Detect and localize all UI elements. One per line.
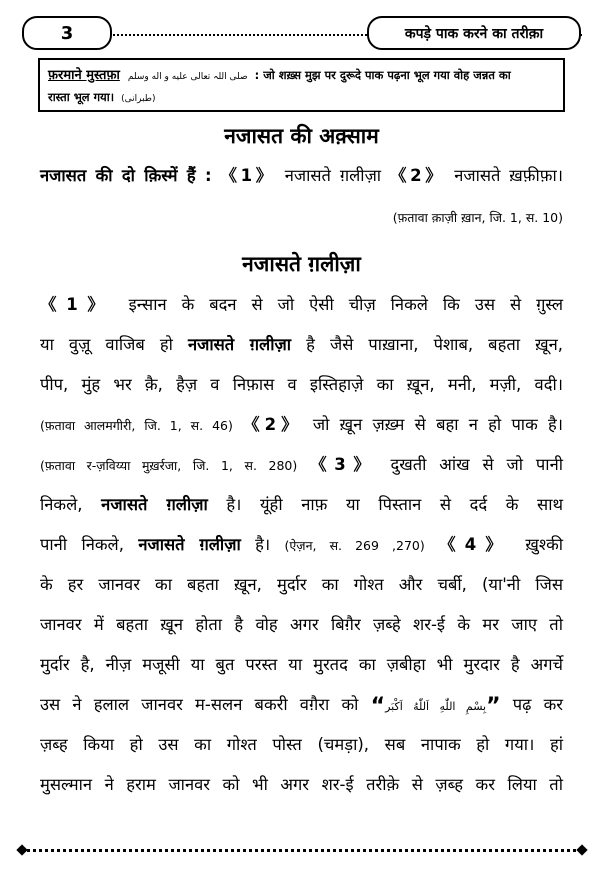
types-intro: नजासत की दो क़िस्में हैं : [40,166,212,185]
para-text: पीप, मुंह भर क़ै, हैज़ व निफ़ास व इस्तिहाज़े का ख़ून, मनी, मज़ी, वदी। [40,375,563,394]
page-number: 3 [60,22,74,44]
hadith-box [38,58,565,112]
rule-marker-2: 《2》 [243,415,303,434]
para-line-13 [40,773,563,797]
hadith-reference: (طبرانی) [121,94,156,104]
marker-1: 《1》 [220,166,276,185]
marker-2: 《2》 [389,166,446,185]
types-reference: (फ़तावा क़ाज़ी ख़ान, जि. 1, स. 10) [392,210,563,225]
para-text: ज़ब्ह किया हो उस का गोश्त पोस्त (चमड़ा), सब नापाक हो गया। हां [40,735,563,754]
hadith-text-1: : जो शख़्स मुझ पर दुरूदे पाक पढ़ना भूल गया वोह जन्नत का [254,68,511,82]
para-text: दुखती आंख से जो पानी [390,455,564,474]
hadith-salutation: صلی اللہ تعالی علیه و اله وسلم [127,72,248,82]
chapter-title-badge [367,16,581,50]
para-text: या वुज़ू वाजिब हो [40,335,173,354]
para-text: पढ़ कर [512,695,564,714]
type-2: नजासते ख़फ़ीफ़ा। [454,166,564,185]
para-text: ख़ुश्की [525,535,564,554]
rule-marker-3: 《3》 [310,455,378,474]
para-line-2 [40,333,563,357]
para-line-4 [40,413,563,438]
para-text: मुसल्मान ने हराम जानवर को भी अगर शर-ई तरीक़े से ज़ब्ह कर लिया तो [40,775,563,794]
para-text: है। [255,535,271,554]
para-text: इन्सान के बदन से जो ऐसी चीज़ निकले कि उस से ग़ुस्ल [128,295,564,314]
para-line-9 [40,613,563,637]
close-quote: ” [486,694,501,719]
para-line-5 [40,453,563,478]
para-text: पानी निकले, [40,535,124,554]
para-line-10 [40,653,563,677]
para-line-11 [40,693,563,719]
hadith-line-2 [48,87,555,109]
para-line-3 [40,373,563,397]
hadith-line-1 [48,65,555,87]
chapter-title: कपड़े पाक करने का तरीक़ा [404,25,544,42]
bold-term: नजासते ग़लीज़ा [187,335,292,354]
para-text: मुर्दार है, नीज़ मजूसी या बुत परस्त या मुरतद का ज़बीहा भी मुरदार है अगर्चे [40,655,563,674]
bold-term: नजासते ग़लीज़ा [101,495,208,514]
hadith-label: फ़रमाने मुस्तफ़ा [48,68,120,83]
para-text: उस ने हलाल जानवर म-सलन बकरी वग़ैरा को [40,695,359,714]
inline-reference: (फ़तावा आलमगीरी, जि. 1, स. 46) [40,418,233,433]
types-line [40,164,563,188]
bismillah-arabic: بِسْمِ اللّٰهِ اَللّٰهُ اَكْبَر [385,700,487,713]
para-text: जानवर में बहता ख़ून होता है वोह अगर बिग़ैर ज़ब्हे शर-ई के मर जाए तो [40,615,563,634]
para-line-1 [40,293,563,317]
para-text: है जैसे पाख़ाना, पेशाब, बहता ख़ून, [306,335,564,354]
rule-marker-1: 《1》 [40,295,114,314]
inline-reference: (ऐज़न, स. 269 ,270) [284,538,425,553]
section-heading-ghaliza: नजासते ग़लीज़ा [242,252,361,276]
inline-reference: (फ़तावा र-ज़विय्या मुख़र्रजा, जि. 1, स. 280) [40,458,298,473]
para-text: जो ख़ून ज़ख़्म से बहा न हो पाक है। [312,415,564,434]
bold-term: नजासते ग़लीज़ा [138,535,241,554]
para-line-7 [40,533,563,558]
para-text: निकले, [40,495,83,514]
para-text: के हर जानवर का बहता ख़ून, मुर्दार का गोश्त और चर्बी, (या'नी जिस [40,575,563,594]
section-heading-types: नजासत की अक़्साम [224,124,379,148]
para-line-6 [40,493,563,517]
bottom-border [22,849,582,852]
open-quote: “ [370,694,386,719]
hadith-text-2: रास्ता भूल गया। [48,90,115,104]
para-line-12 [40,733,563,757]
rule-marker-4: 《4》 [439,535,511,554]
type-1: नजासते ग़लीज़ा [284,166,382,185]
page-number-badge [22,16,112,50]
para-text: है। यूंही नाफ़ या पिस्तान से दर्द के साथ [226,495,564,514]
para-line-8 [40,573,563,597]
